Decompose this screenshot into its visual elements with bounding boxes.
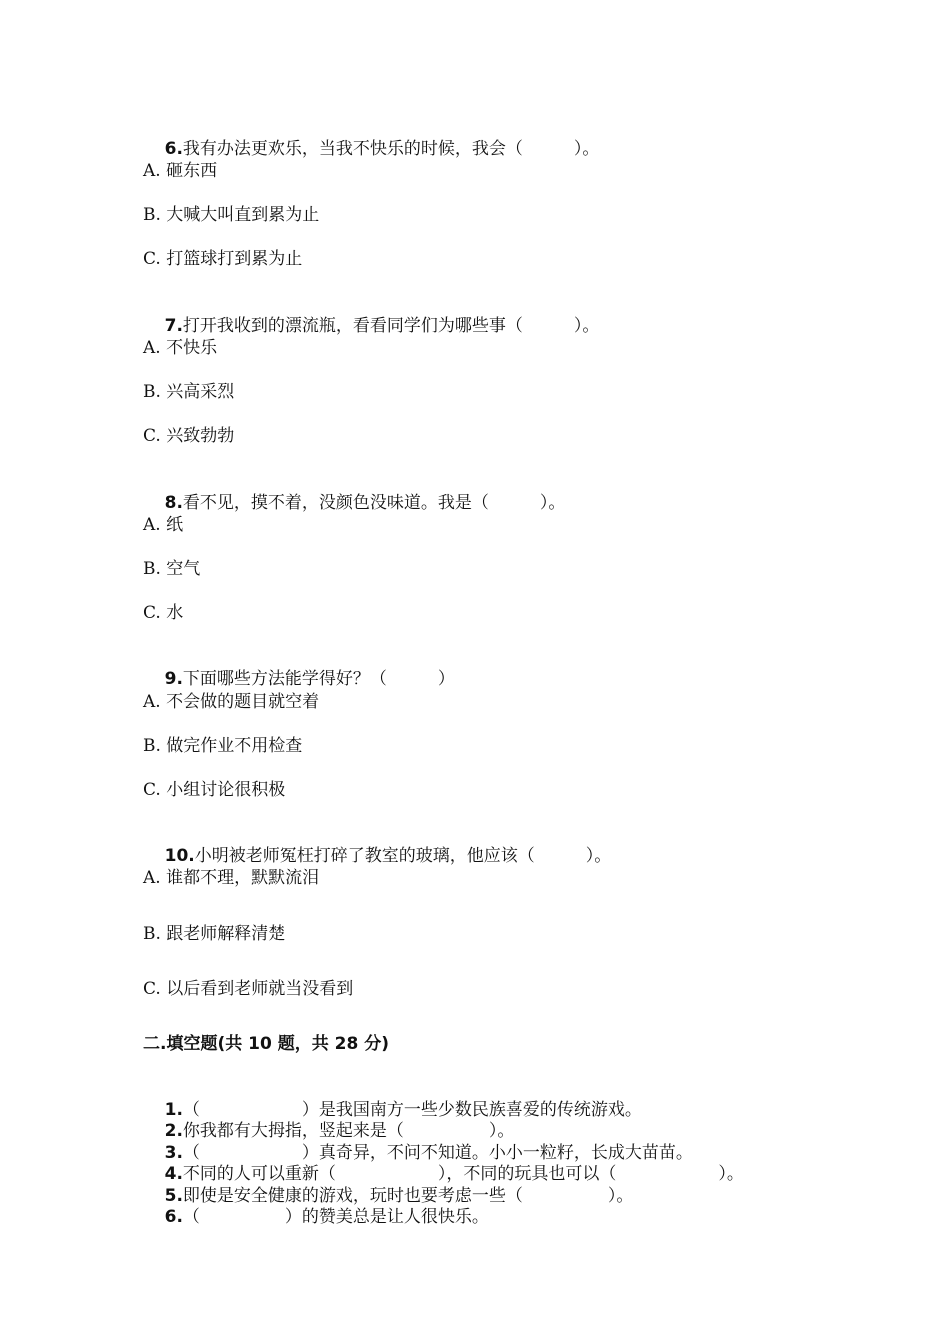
question-8-option-a: A. 纸 xyxy=(143,515,184,535)
question-number: 8. xyxy=(164,493,183,513)
blank-number: 2. xyxy=(164,1121,183,1141)
section-title: 二.填空题(共 10 题，共 28 分) xyxy=(143,1034,389,1054)
blank-text: 你我都有大拇指，竖起来是（ ）。 xyxy=(182,1121,515,1141)
question-7-option-c: C. 兴致勃勃 xyxy=(143,426,235,446)
question-stem: 打开我收到的漂流瓶，看看同学们为哪些事（ ）。 xyxy=(182,316,600,336)
question-number: 6. xyxy=(164,139,183,159)
blank-text: （ ）是我国南方一些少数民族喜爱的传统游戏。 xyxy=(182,1100,642,1120)
blank-text: 不同的人可以重新（ ），不同的玩具也可以（ ）。 xyxy=(182,1164,744,1184)
blank-number: 3. xyxy=(164,1143,183,1163)
question-number: 9. xyxy=(164,669,183,689)
blank-number: 6. xyxy=(164,1207,183,1227)
question-9-option-c: C. 小组讨论很积极 xyxy=(143,780,286,800)
question-number: 7. xyxy=(164,316,183,336)
question-stem: 下面哪些方法能学得好？（ ） xyxy=(182,669,455,689)
question-10-option-b: B. 跟老师解释清楚 xyxy=(143,924,286,944)
blank-number: 1. xyxy=(164,1100,183,1120)
question-9-option-a: A. 不会做的题目就空着 xyxy=(143,692,320,712)
fill-blank-6 xyxy=(143,1186,489,1249)
question-7-option-a: A. 不快乐 xyxy=(143,338,218,358)
question-stem: 看不见，摸不着，没颜色没味道。我是（ ）。 xyxy=(182,493,566,513)
question-8-option-b: B. 空气 xyxy=(143,559,201,579)
question-8-option-c: C. 水 xyxy=(143,603,184,623)
question-8 xyxy=(143,470,565,536)
question-9-option-b: B. 做完作业不用检查 xyxy=(143,736,303,756)
blank-text: （ ）真奇异，不问不知道。小小一粒籽，长成大苗苗。 xyxy=(182,1143,693,1163)
question-10-option-a: A. 谁都不理，默默流泪 xyxy=(143,868,320,888)
question-6-option-c: C. 打篮球打到累为止 xyxy=(143,249,303,269)
blank-number: 4. xyxy=(164,1164,183,1184)
blank-text: （ ）的赞美总是让人很快乐。 xyxy=(182,1207,489,1227)
blank-number: 5. xyxy=(164,1186,183,1206)
question-6-option-b: B. 大喊大叫直到累为止 xyxy=(143,205,320,225)
question-10-option-c: C. 以后看到老师就当没看到 xyxy=(143,979,354,999)
question-6-option-a: A. 砸东西 xyxy=(143,161,218,181)
question-7-option-b: B. 兴高采烈 xyxy=(143,382,235,402)
question-stem: 小明被老师冤枉打碎了教室的玻璃，他应该（ ）。 xyxy=(194,846,612,866)
question-stem: 我有办法更欢乐，当我不快乐的时候，我会（ ）。 xyxy=(182,139,600,159)
question-number: 10. xyxy=(164,846,195,866)
blank-text: 即使是安全健康的游戏，玩时也要考虑一些（ ）。 xyxy=(182,1186,634,1206)
